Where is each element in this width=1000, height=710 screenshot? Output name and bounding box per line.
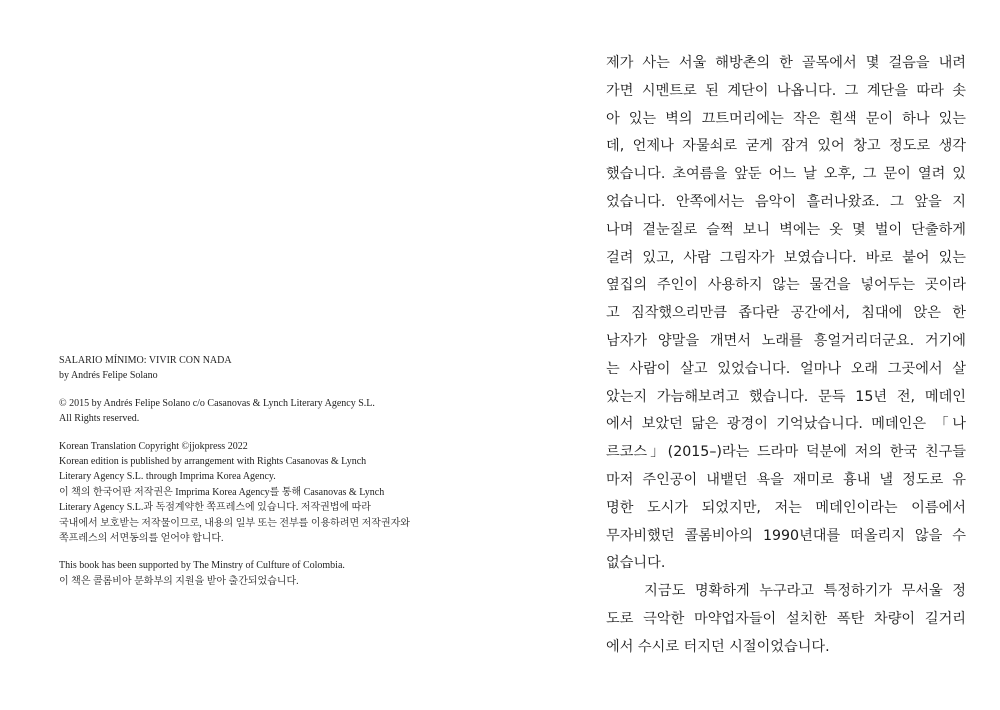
title-credit xyxy=(59,353,469,384)
translation-copyright xyxy=(59,439,469,547)
text-line: 없습니다. xyxy=(606,555,666,572)
text-line: 에서 수시로 터지던 시절이었습니다. xyxy=(606,638,830,655)
text-line: 도로 극악한 마약업자들이 설치한 폭탄 차량이 길거리 xyxy=(606,610,966,627)
text-line: 가면 시멘트로 된 계단이 나옵니다. 그 계단을 따라 솟 xyxy=(606,82,966,99)
text-line: 었습니다. 안쪽에서는 음악이 흘러나왔죠. 그 앞을 지 xyxy=(606,193,966,210)
text-line: 걸려 있고, 사람 그림자가 보였습니다. 바로 붙어 있는 xyxy=(606,249,966,266)
copyright-line: Korean Translation Copyright ©jjokpress 2022 xyxy=(59,440,248,452)
text-line: 나며 곁눈질로 슬쩍 보니 벽에는 옷 몇 벌이 단출하게 xyxy=(606,221,966,238)
copyright-line: Korean edition is published by arrangement with Rights Casanovas & Lynch xyxy=(59,456,367,468)
copyright-line: © 2015 by Andrés Felipe Solano c/o Casanovas & Lynch Literary Agency S.L. xyxy=(59,397,375,409)
text-line: 에서 보았던 닮은 광경이 기억났습니다. 메데인은 「나 xyxy=(606,416,966,433)
text-line: 했습니다. 초여름을 앞둔 어느 날 오후, 그 문이 열려 있 xyxy=(606,166,966,183)
text-line: 데, 언제나 자물쇠로 굳게 잠겨 있어 창고 정도로 생각 xyxy=(606,138,966,155)
text-line: 명한 도시가 되었지만, 저는 메데인이라는 이름에서 xyxy=(606,499,966,516)
text-line: 무자비했던 콜롬비아의 1990년대를 떠올리지 않을 수 xyxy=(606,527,966,544)
support-line: This book has been supported by The Minstry of Culfture of Colombia. xyxy=(59,560,345,572)
text-line: 았는지 가늠해보려고 했습니다. 문득 15년 전, 메데인 xyxy=(606,388,966,405)
text-line: 지금도 명확하게 누구라고 특정하기가 무서울 정 xyxy=(606,583,966,600)
original-title: SALARIO MÍNIMO: VIVIR CON NADA xyxy=(59,355,232,366)
body-text xyxy=(606,50,966,662)
copyright-line: 이 책의 한국어판 저작권은 Imprima Korea Agency를 통해 Casanovas & Lynch xyxy=(59,486,385,498)
original-copyright xyxy=(59,396,469,427)
rights-reserved: All Rights reserved. xyxy=(59,413,140,425)
copyright-line: Literary Agency S.L. through Imprima Korea Agency. xyxy=(59,471,276,483)
copyright-line: 쪽프레스의 서면동의를 얻어야 합니다. xyxy=(59,533,224,545)
text-line: 르코스」(2015–)라는 드라마 덕분에 저의 한국 친구들 xyxy=(606,444,966,461)
text-line: 아 있는 벽의 끄트머리에는 작은 흰색 문이 하나 있는 xyxy=(606,110,966,127)
text-line: 마저 주인공이 내뱉던 욕을 재미로 흉내 낼 정도로 유 xyxy=(606,471,966,488)
text-page xyxy=(500,0,1000,710)
author-credit: by Andrés Felipe Solano xyxy=(59,370,158,382)
text-line: 옆집의 주인이 사용하지 않는 물건을 넣어두는 곳이라 xyxy=(606,277,966,294)
text-line: 는 사람이 살고 있었습니다. 얼마나 오래 그곳에서 살 xyxy=(606,360,966,377)
copyright-line: Literary Agency S.L.과 독점계약한 쪽프레스에 있습니다. 저작권법에 따라 xyxy=(59,502,371,514)
support-line: 이 책은 콜롬비아 문화부의 지원을 받아 출간되었습니다. xyxy=(59,575,299,587)
text-line: 남자가 양말을 개면서 노래를 흥얼거리더군요. 거기에 xyxy=(606,332,966,349)
text-line: 제가 사는 서울 해방촌의 한 골목에서 몇 걸음을 내려 xyxy=(606,55,966,71)
copyright-line: 국내에서 보호받는 저작물이므로, 내용의 일부 또는 전부를 이용하려면 저작권자와 xyxy=(59,517,410,529)
text-line: 고 짐작했으리만큼 좁다란 공간에서, 침대에 앉은 한 xyxy=(606,305,966,322)
copyright-block xyxy=(59,353,469,601)
support-notice xyxy=(59,558,469,589)
